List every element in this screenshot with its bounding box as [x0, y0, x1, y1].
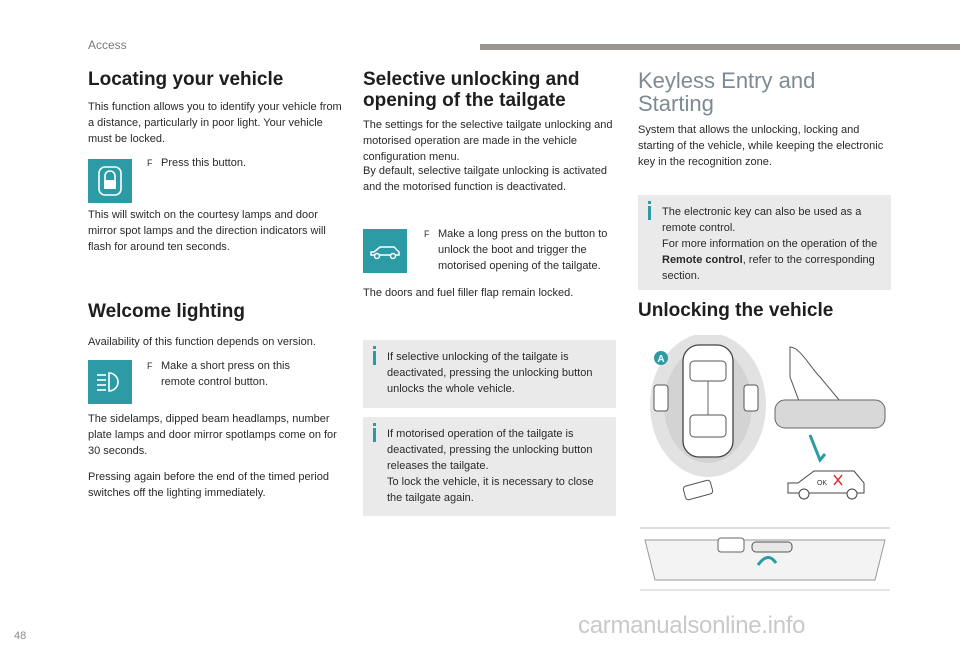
figure-label-a: A: [657, 354, 665, 365]
tailgate-intro-2: By default, selective tailgate unlocking is activated and the motorised function is deactivated.: [363, 165, 607, 193]
unlocking-title: Unlocking the vehicle: [638, 300, 834, 321]
headlamp-icon: [88, 360, 132, 404]
info-bar-icon: [648, 201, 651, 204]
bullet-mark: F: [147, 158, 153, 168]
car-tailgate-icon: [363, 229, 407, 273]
padlock-icon: [88, 159, 132, 203]
tailgate-title: Selective unlocking and opening of the tailgate: [363, 69, 580, 111]
tailgate-after: The doors and fuel filler flap remain locked.: [363, 287, 574, 299]
info-note-1: If selective unlocking of the tailgate is deactivated, pressing the unlocking button unlocks the whole vehicle.: [363, 340, 616, 408]
welcome-after-1: The sidelamps, dipped beam headlamps, number plate lamps and door mirror spotlamps come on for 30 seconds.: [88, 413, 337, 457]
section-header: Access: [88, 38, 127, 52]
keyless-intro: System that allows the unlocking, locking and starting of the vehicle, while keeping the electronic key in the recognition zone.: [638, 124, 884, 168]
keyless-illustration: [640, 335, 890, 515]
watermark: carmanualsonline.info: [578, 612, 806, 639]
info-note-2: If motorised operation of the tailgate is deactivated, pressing the unlocking button releases the tailgate. To lock the vehicle, it is necessary to close the tailgate again.: [363, 417, 616, 516]
welcome-title: Welcome lighting: [88, 301, 245, 322]
locating-intro: This function allows you to identify your vehicle from a distance, particularly in poor light. Your vehicle must be locked.: [88, 101, 342, 145]
figure-ok-label: OK: [816, 480, 828, 487]
tailgate-button-illustration: [640, 520, 890, 605]
locating-after: This will switch on the courtesy lamps and door mirror spot lamps and the direction indicators will flash for around ten seconds.: [88, 209, 326, 253]
page-number: 48: [14, 630, 27, 642]
tailgate-intro: The settings for the selective tailgate unlocking and motorised operation are made in the vehicle configuration menu.: [363, 119, 613, 163]
info-bar-icon: [373, 423, 376, 426]
welcome-after-2: Pressing again before the end of the timed period switches off the lighting immediately.: [88, 471, 329, 499]
locating-title: Locating your vehicle: [88, 69, 284, 90]
info-bar-icon: [373, 346, 376, 349]
locating-bullet: F Press this button.: [147, 157, 246, 169]
welcome-bullet: F Make a short press on this remote control button.: [147, 360, 291, 388]
info-note-keyless: The electronic key can also be used as a remote control. For more information on the operation of the Remote control, refer to the corresponding section.: [638, 195, 891, 290]
tailgate-bullet: F Make a long press on the button to unlock the boot and trigger the motorised opening of the tailgate.: [424, 228, 608, 272]
keyless-title: Keyless Entry and Starting: [638, 68, 816, 116]
header-divider: [480, 44, 960, 50]
welcome-intro: Availability of this function depends on version.: [88, 336, 316, 348]
